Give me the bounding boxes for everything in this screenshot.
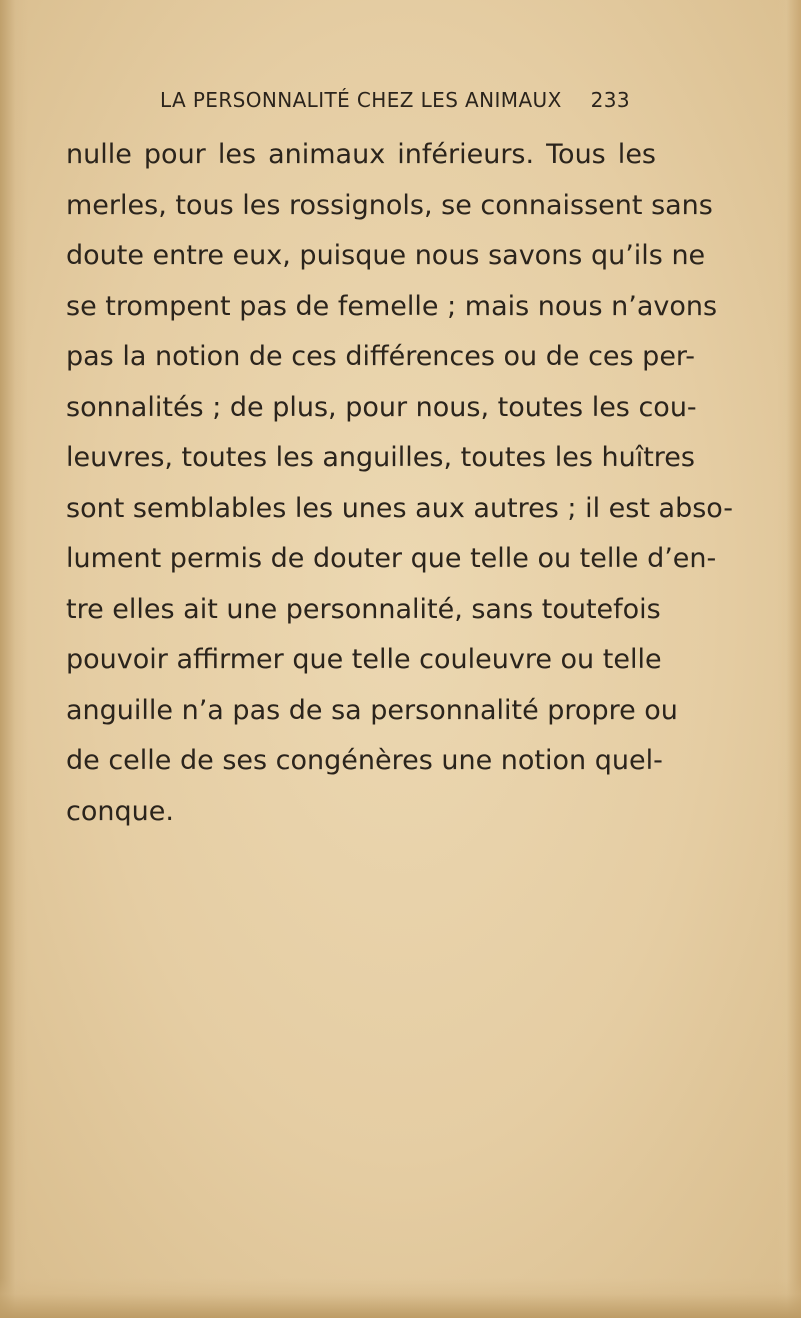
text-line: sonnalités ; de plus, pour nous, toutes les cou- — [66, 391, 697, 423]
text-line: se trompent pas de femelle ; mais nous n’avons — [66, 290, 718, 322]
text-line: tre elles ait une personnalité, sans toutefois — [66, 593, 661, 625]
text-line: de celle de ses congénères une notion quel- — [66, 745, 663, 776]
page-edge-shadow-left — [0, 0, 28, 1318]
text-line: pas la notion de ces différences ou de ces per- — [66, 341, 696, 372]
page-number: 233 — [590, 88, 630, 112]
text-line: leuvres, toutes les anguilles, toutes les huîtres — [66, 442, 695, 473]
text-line: lument permis de douter que telle ou telle d’en- — [66, 543, 717, 574]
text-line: pouvoir affirmer que telle couleuvre ou telle — [66, 644, 662, 675]
text-line: merles, tous les rossignols, se connaissent sans — [66, 189, 713, 221]
page-edge-shadow-right — [777, 0, 801, 1318]
text-line: conque. — [66, 795, 174, 827]
text-line: sont semblables les unes aux autres ; il est abso- — [66, 492, 734, 524]
running-header — [160, 88, 630, 112]
body-text — [66, 130, 734, 837]
page-edge-shadow-bottom — [0, 1278, 801, 1318]
text-line: anguille n’a pas de sa personnalité propre ou — [66, 694, 678, 726]
running-title: LA PERSONNALITÉ CHEZ LES ANIMAUX — [160, 88, 562, 112]
text-line: doute entre eux, puisque nous savons qu’ils ne — [66, 240, 706, 271]
text-line: nulle pour les animaux inférieurs. Tous les — [66, 139, 656, 170]
